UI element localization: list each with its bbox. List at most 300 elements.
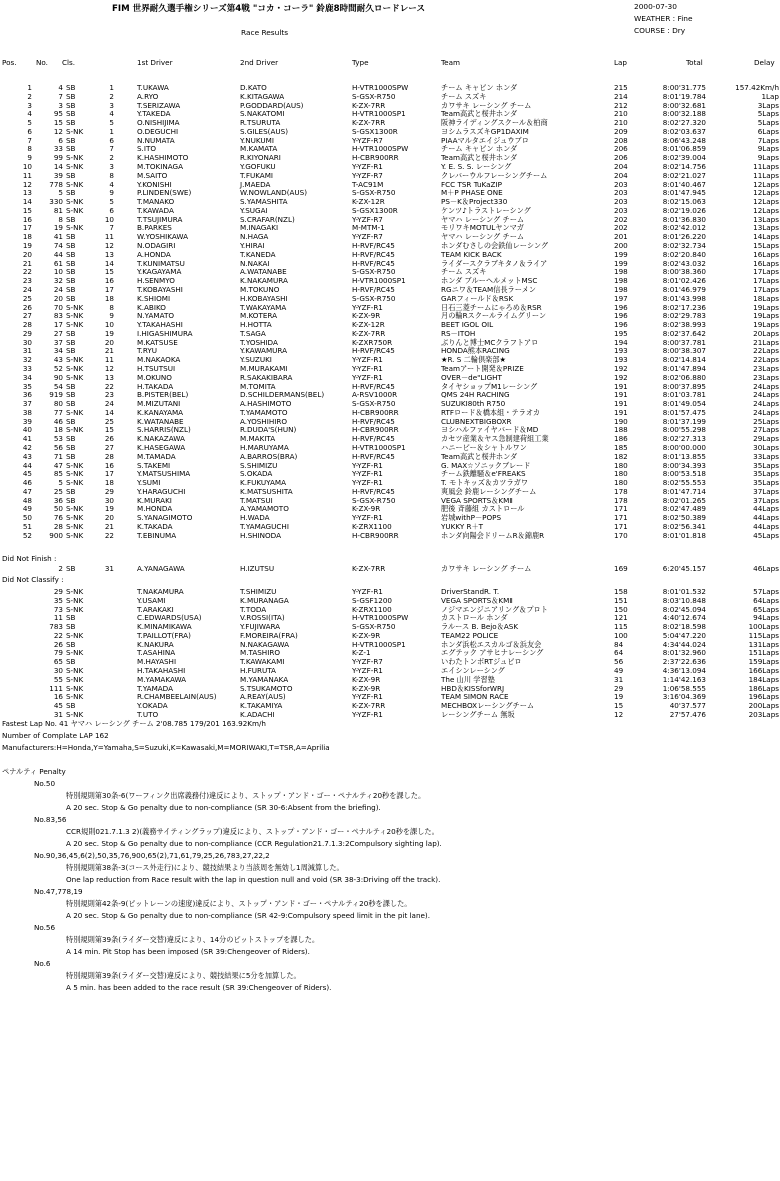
number-class-cell: 5 S-NK: [58, 478, 84, 488]
type-cell: H-RVF/RC45: [352, 486, 395, 496]
lap-cell: 151: [614, 595, 628, 605]
lap-cell: 203: [614, 179, 628, 189]
type-cell: Y-YZF-R7: [352, 135, 383, 145]
column-header: Delay: [754, 58, 775, 67]
pos-cell: 32: [22, 355, 32, 365]
lap-cell: 185: [614, 442, 628, 452]
type-cell: K-ZX-12R: [352, 197, 385, 207]
first-driver-cell: T.MANAKO: [137, 197, 175, 207]
second-driver-cell: S.CRAFAR(NZL): [240, 214, 295, 224]
delay-cell: 159Laps: [748, 657, 779, 667]
number-class-cell: 70 S-NK: [53, 302, 84, 312]
number-class-cell: 80 SB: [53, 399, 76, 409]
team-cell: TEAM22 POLICE: [441, 630, 499, 640]
total-cell: 8:02'32.734: [662, 241, 706, 251]
delay-cell: 157.42Km/h: [735, 83, 779, 92]
class-rank-cell: 10: [104, 214, 114, 224]
pos-cell: 29: [22, 328, 32, 338]
second-driver-cell: A.YOSHIHIRO: [240, 416, 287, 426]
lap-cell: 191: [614, 399, 628, 409]
class-rank-cell: 26: [104, 434, 114, 444]
lap-cell: 206: [614, 144, 628, 154]
total-cell: 8:01'02.426: [662, 276, 706, 286]
total-cell: 8:00'37.781: [662, 337, 706, 347]
type-cell: H-CBR900RR: [352, 153, 399, 163]
lap-cell: 178: [614, 495, 628, 505]
penalty-text-en: A 20 sec. Stop & Go penalty due to non-compliance (SR 30-6:Absent from the briefing).: [66, 803, 381, 812]
number-class-cell: 919 SB: [49, 390, 76, 400]
first-driver-cell: Y.TAKAHASHI: [137, 320, 183, 330]
lap-cell: 178: [614, 486, 628, 496]
second-driver-cell: R.DUDA'S(HUN): [240, 425, 297, 435]
second-driver-cell: K.MURANAGA: [240, 595, 289, 605]
type-cell: Y-YZF-R1: [352, 709, 383, 719]
lap-cell: 15: [614, 701, 624, 711]
total-cell: 8:02'45.094: [662, 604, 706, 614]
first-driver-cell: B.PARKES: [137, 223, 172, 233]
number-class-cell: 44 SB: [53, 249, 76, 259]
penalty-number: No.47,778,19: [34, 887, 83, 896]
column-header: No.: [36, 58, 48, 67]
delay-cell: 3Laps: [757, 100, 779, 110]
penalty-text-en: One lap reduction from Race result with the lap in question null and void (SR 38-3:Driving off the track).: [66, 875, 441, 884]
second-driver-cell: T.KANEDA: [240, 249, 276, 259]
team-cell: レーシングチーム 無坂: [441, 709, 515, 719]
type-cell: K-ZXR750R: [352, 337, 393, 347]
first-driver-cell: M.YAMAKAWA: [137, 674, 187, 684]
total-cell: 8:02'19.026: [662, 205, 706, 215]
second-driver-cell: A.REAY(AUS): [240, 692, 286, 702]
team-cell: CLUBNEXTBIGBOXR: [441, 416, 512, 426]
delay-cell: 22Laps: [753, 346, 779, 356]
first-driver-cell: T.KUNIMATSU: [137, 258, 185, 268]
type-cell: H-CBR900RR: [352, 425, 399, 435]
first-driver-cell: M.SAITO: [137, 170, 168, 180]
type-cell: Y-YZF-R1: [352, 460, 383, 470]
first-driver-cell: H.SENMYO: [137, 276, 175, 286]
type-cell: H-RVF/RC45: [352, 241, 395, 251]
type-cell: H-VTR1000SPW: [352, 144, 409, 154]
type-cell: Y-YZF-R7: [352, 170, 383, 180]
course-condition: COURSE : Dry: [634, 26, 686, 35]
total-cell: 8:01'49.054: [662, 399, 706, 409]
type-cell: K-ZX-9R: [352, 504, 381, 514]
number-class-cell: 36 SB: [53, 495, 76, 505]
number-class-cell: 52 S-NK: [53, 363, 84, 373]
delay-cell: 24Laps: [753, 381, 779, 391]
pos-cell: 31: [22, 346, 32, 356]
team-cell: ハニービー＆シャトルワン: [441, 442, 527, 452]
class-rank-cell: 20: [104, 513, 114, 523]
team-cell: ライダースクラブキタノ＆ライア: [441, 258, 548, 268]
class-rank-cell: 29: [104, 486, 114, 496]
total-cell: 2:37'22.636: [662, 657, 706, 667]
class-rank-cell: 3: [109, 162, 114, 172]
lap-cell: 12: [614, 709, 624, 719]
second-driver-cell: H.FURUTA: [240, 666, 276, 676]
class-rank-cell: 10: [104, 320, 114, 330]
lap-cell: 170: [614, 530, 628, 540]
number-class-cell: 95 SB: [53, 109, 76, 119]
second-driver-cell: P.GODDARD(AUS): [240, 100, 304, 110]
team-cell: 月の輪Rスクールライムグリーン: [441, 311, 547, 321]
delay-cell: 35Laps: [753, 460, 779, 470]
class-rank-cell: 21: [104, 522, 114, 531]
second-driver-cell: M.INAGAKI: [240, 223, 279, 233]
team-cell: ラルース B. Bejo＆ASK: [441, 622, 519, 632]
pos-cell: 37: [22, 399, 32, 409]
second-driver-cell: M.KOTERA: [240, 311, 278, 321]
pos-cell: 11: [22, 170, 32, 180]
pos-cell: 26: [22, 302, 32, 312]
first-driver-cell: S.YANAGIMOTO: [137, 513, 193, 523]
total-cell: 8:01'47.945: [662, 188, 706, 198]
first-driver-cell: M.OKUNO: [137, 372, 172, 382]
first-driver-cell: Y.OKADA: [137, 701, 168, 711]
second-driver-cell: S.TSUKAMOTO: [240, 683, 293, 693]
manufacturers-legend: Manufacturers:H=Honda,Y=Yamaha,S=Suzuki,K=Kawasaki,M=MORIWAKI,T=TSR,A=Aprilia: [2, 743, 330, 752]
first-driver-cell: T.TSUJIMURA: [137, 214, 183, 224]
team-cell: TEAM SIMON RACE: [441, 692, 509, 702]
delay-cell: 45Laps: [753, 530, 779, 540]
first-driver-cell: Y.TAKEDA: [137, 109, 171, 119]
team-cell: カワサキ レーシング チーム: [441, 100, 532, 110]
second-driver-cell: N.HAGA: [240, 232, 269, 242]
delay-cell: 184Laps: [748, 674, 779, 684]
type-cell: Y-YZF-R1: [352, 513, 383, 523]
number-class-cell: 25 SB: [53, 486, 76, 496]
type-cell: Y-YZF-R1: [352, 478, 383, 488]
total-cell: 8:02'27.320: [662, 118, 706, 128]
pos-cell: 48: [22, 495, 32, 505]
type-cell: H-VTR1000SPW: [352, 83, 409, 92]
delay-cell: 5Laps: [757, 118, 779, 128]
number-class-cell: 330 S-NK: [49, 197, 84, 207]
second-driver-cell: T.MATSUI: [240, 495, 273, 505]
table-row: [0, 565, 780, 574]
delay-cell: 12Laps: [753, 205, 779, 215]
number-class-cell: 41 SB: [53, 232, 76, 242]
column-headers: [0, 59, 780, 69]
second-driver-cell: T.WAKAYAMA: [240, 302, 287, 312]
first-driver-cell: K.NAKAZAWA: [137, 434, 185, 444]
total-cell: 8:01'26.220: [662, 232, 706, 242]
class-rank-cell: 11: [104, 355, 114, 365]
lap-cell: 150: [614, 604, 628, 614]
team-cell: BEET IGOL OIL: [441, 320, 494, 330]
total-cell: 8:02'47.489: [662, 504, 706, 514]
team-cell: 爽風会 鈴鹿レーシングチーム: [441, 486, 537, 496]
type-cell: H-RVF/RC45: [352, 434, 395, 444]
type-cell: S-GSX1300R: [352, 205, 398, 215]
type-cell: H-VTR1000SP1: [352, 276, 406, 286]
total-cell: 8:00'38.307: [662, 346, 706, 356]
team-cell: チーム スズキ: [441, 91, 487, 101]
first-driver-cell: K.WATANABE: [137, 416, 184, 426]
delay-cell: 196Laps: [748, 692, 779, 702]
second-driver-cell: T.YOSHIDA: [240, 337, 278, 347]
delay-cell: 23Laps: [753, 372, 779, 382]
number-class-cell: 31 S-NK: [53, 709, 84, 719]
number-class-cell: 56 SB: [53, 442, 76, 452]
number-class-cell: 61 SB: [53, 258, 76, 268]
class-rank-cell: 9: [109, 188, 114, 198]
number-class-cell: 4 SB: [58, 83, 76, 92]
total-cell: 5:04'47.220: [662, 630, 706, 640]
total-cell: 8:02'27.313: [662, 434, 706, 444]
class-rank-cell: 18: [104, 478, 114, 488]
lap-cell: 202: [614, 214, 628, 224]
pos-cell: 4: [27, 109, 32, 119]
number-class-cell: 900 S-NK: [49, 530, 84, 540]
second-driver-cell: H.SHINODA: [240, 530, 282, 540]
delay-cell: 25Laps: [753, 416, 779, 426]
penalty-text-en: A 14 min. Pit Stop has been imposed (SR 39:Chengeover of Riders).: [66, 947, 310, 956]
first-driver-cell: B.PISTER(BEL): [137, 390, 189, 400]
class-rank-cell: 6: [109, 135, 114, 145]
type-cell: H-RVF/RC45: [352, 249, 395, 259]
total-cell: 8:00'55.298: [662, 425, 706, 435]
pos-cell: 51: [22, 522, 32, 531]
number-class-cell: 83 S-NK: [53, 311, 84, 321]
total-cell: 8:01'37.199: [662, 416, 706, 426]
team-cell: いわたトンボRTジュビロ: [441, 657, 522, 667]
second-driver-cell: H.HOTTA: [240, 320, 272, 330]
pos-cell: 20: [22, 249, 32, 259]
number-class-cell: 77 S-NK: [53, 407, 84, 417]
team-cell: 日石三菱チームにゃろめ＆RSR: [441, 302, 542, 312]
pos-cell: 38: [22, 407, 32, 417]
team-cell: チーム キャビン ホンダ: [441, 83, 518, 92]
delay-cell: 14Laps: [753, 232, 779, 242]
team-cell: GARフィールド＆RSK: [441, 293, 514, 303]
pos-cell: 24: [22, 284, 32, 294]
class-rank-cell: 7: [109, 223, 114, 233]
team-cell: QMS 24H RACHING: [441, 390, 510, 400]
second-driver-cell: H.WADA: [240, 513, 270, 523]
lap-cell: 190: [614, 416, 628, 426]
delay-cell: 22Laps: [753, 355, 779, 365]
pos-cell: 44: [22, 460, 32, 470]
column-header: Lap: [614, 58, 627, 67]
pos-cell: 28: [22, 320, 32, 330]
first-driver-cell: M.HONDA: [137, 504, 173, 514]
class-rank-cell: 12: [104, 241, 114, 251]
total-cell: 1:06'58.555: [662, 683, 706, 693]
delay-cell: 5Laps: [757, 109, 779, 119]
number-class-cell: 35 S-NK: [53, 595, 84, 605]
delay-cell: 166Laps: [748, 666, 779, 676]
delay-cell: 44Laps: [753, 513, 779, 523]
team-cell: Teamアート開発＆PRIZE: [441, 363, 524, 373]
delay-cell: 15Laps: [753, 241, 779, 251]
first-driver-cell: K.HASHIMOTO: [137, 153, 189, 163]
second-driver-cell: H.IZUTSU: [240, 564, 275, 573]
delay-cell: 64Laps: [753, 595, 779, 605]
first-driver-cell: N.NUMATA: [137, 135, 175, 145]
total-cell: 4:34'44.024: [662, 639, 706, 649]
first-driver-cell: T.PAILLOT(FRA): [137, 630, 191, 640]
team-cell: TEAM KICK BACK: [441, 249, 502, 259]
class-rank-cell: 23: [104, 390, 114, 400]
weather: WEATHER : Fine: [634, 14, 693, 23]
second-driver-cell: A.HASHIMOTO: [240, 399, 292, 409]
number-class-cell: 54 SB: [53, 381, 76, 391]
lap-cell: 171: [614, 513, 628, 523]
type-cell: H-VTR1000SP1: [352, 442, 406, 452]
number-class-cell: 65 SB: [53, 657, 76, 667]
second-driver-cell: S.NAKATOMI: [240, 109, 285, 119]
team-cell: ヨシムラスズキGP1DAXIM: [441, 126, 529, 136]
class-rank-cell: 7: [109, 144, 114, 154]
first-driver-cell: S.TAKEMI: [137, 460, 171, 470]
number-class-cell: 17 S-NK: [53, 320, 84, 330]
team-cell: クレバーウルフレーシングチーム: [441, 170, 548, 180]
type-cell: K-ZX-7RR: [352, 100, 386, 110]
type-cell: K-ZX-9R: [352, 674, 381, 684]
first-driver-cell: N.YAMATO: [137, 311, 175, 321]
first-driver-cell: K.SHIOMI: [137, 293, 171, 303]
lap-cell: 200: [614, 241, 628, 251]
lap-cell: 29: [614, 683, 624, 693]
number-class-cell: 90 S-NK: [53, 372, 84, 382]
pos-cell: 13: [22, 188, 32, 198]
penalty-text-jp: 特別規則第39条(ライダー交替)違反により、競技結果に5分を加算した。: [66, 971, 301, 980]
first-driver-cell: A.HONDA: [137, 249, 171, 259]
pos-cell: 46: [22, 478, 32, 488]
delay-cell: 65Laps: [753, 604, 779, 614]
delay-cell: 37Laps: [753, 495, 779, 505]
lap-cell: 199: [614, 258, 628, 268]
team-cell: VEGA SPORTS＆KMⅡ: [441, 595, 513, 605]
type-cell: H-RVF/RC45: [352, 381, 395, 391]
type-cell: H-CBR900RR: [352, 407, 399, 417]
delay-cell: 12Laps: [753, 179, 779, 189]
number-class-cell: 778 S-NK: [49, 179, 84, 189]
type-cell: Y-YZF-R1: [352, 302, 383, 312]
lap-cell: 210: [614, 118, 628, 128]
number-class-cell: 26 SB: [53, 639, 76, 649]
class-rank-cell: 21: [104, 346, 114, 356]
lap-cell: 171: [614, 522, 628, 531]
lap-cell: 199: [614, 249, 628, 259]
total-cell: 4:36'13.094: [662, 666, 706, 676]
second-driver-cell: J.MAEDA: [240, 179, 271, 189]
second-driver-cell: A.WATANABE: [240, 267, 287, 277]
delay-cell: 24Laps: [753, 390, 779, 400]
lap-cell: 182: [614, 451, 628, 461]
total-cell: 8:01'36.830: [662, 214, 706, 224]
type-cell: Y-YZF-R1: [352, 162, 383, 172]
team-cell: Team高武と桜井ホンダ: [441, 153, 518, 163]
number-class-cell: 55 S-NK: [53, 674, 84, 684]
type-cell: H-VTR1000SPW: [352, 613, 409, 623]
first-driver-cell: A.RYO: [137, 91, 159, 101]
second-driver-cell: V.ROSSI(ITA): [240, 613, 285, 623]
penalty-text-en: A 20 sec. Stop & Go penalty due to non-compliance (SR 42-9:Compulsory speed limit in the pit lane).: [66, 911, 431, 920]
first-driver-cell: T.ARAKAKI: [137, 604, 174, 614]
lap-cell: 197: [614, 293, 628, 303]
class-rank-cell: 3: [109, 100, 114, 110]
team-cell: ★R. S 二輪倶楽部★: [441, 355, 506, 365]
team-cell: RGニワ＆TEAM信長ラーメン: [441, 284, 536, 294]
lap-cell: 204: [614, 162, 628, 172]
fastest-lap: Fastest Lap No. 41 ヤマハ レーシング チーム 2'08.785 179/201 163.92Km/h: [2, 719, 266, 728]
first-driver-cell: A.YANAGAWA: [137, 564, 185, 573]
pos-cell: 14: [22, 197, 32, 207]
total-cell: 8:01'57.475: [662, 407, 706, 417]
delay-cell: 21Laps: [753, 337, 779, 347]
type-cell: H-VTR1000SP1: [352, 109, 406, 119]
first-driver-cell: T.NAKAMURA: [137, 587, 184, 596]
delay-cell: 27Laps: [753, 425, 779, 435]
pos-cell: 18: [22, 232, 32, 242]
total-cell: 8:02'20.840: [662, 249, 706, 259]
delay-cell: 44Laps: [753, 522, 779, 531]
pos-cell: 36: [22, 390, 32, 400]
first-driver-cell: T.YAMADA: [137, 683, 174, 693]
first-driver-cell: C.EDWARDS(USA): [137, 613, 202, 623]
lap-cell: 191: [614, 407, 628, 417]
number-class-cell: 2 SB: [58, 564, 76, 573]
pos-cell: 40: [22, 425, 32, 435]
second-driver-cell: A.BARROS(BRA): [240, 451, 298, 461]
pos-cell: 52: [22, 530, 32, 540]
second-driver-cell: T.YAMAMOTO: [240, 407, 288, 417]
first-driver-cell: O.NISHIJIMA: [137, 118, 180, 128]
team-cell: ホンダ ブルーヘルメットMSC: [441, 276, 538, 286]
delay-cell: 7Laps: [757, 135, 779, 145]
class-rank-cell: 1: [109, 83, 114, 92]
pos-cell: 6: [27, 126, 32, 136]
penalty-number: No.56: [34, 923, 56, 932]
delay-cell: 19Laps: [753, 302, 779, 312]
first-driver-cell: M.KATSUSE: [137, 337, 178, 347]
team-cell: The 山川 学習塾: [441, 674, 495, 684]
first-driver-cell: M.MIZUTANI: [137, 399, 181, 409]
number-class-cell: 10 SB: [53, 267, 76, 277]
type-cell: S-GSX-R750: [352, 495, 396, 505]
number-class-cell: 34 SB: [53, 346, 76, 356]
number-class-cell: 16 S-NK: [53, 692, 84, 702]
number-class-cell: 30 S-NK: [53, 666, 84, 676]
lap-cell: 158: [614, 587, 628, 596]
second-driver-cell: Y.GOFUKU: [240, 162, 276, 172]
number-class-cell: 74 SB: [53, 241, 76, 251]
class-rank-cell: 5: [109, 197, 114, 207]
pos-cell: 8: [27, 144, 32, 154]
type-cell: A-RSV1000R: [352, 390, 398, 400]
number-class-cell: 29 S-NK: [53, 587, 84, 596]
class-rank-cell: 22: [104, 530, 114, 540]
second-driver-cell: T.YAMAGUCHI: [240, 522, 289, 531]
pos-cell: 42: [22, 442, 32, 452]
team-cell: ホンダ向陽会ドリームR＆錦鹿R: [441, 530, 545, 540]
delay-cell: 1Lap: [761, 91, 779, 101]
column-header: Type: [352, 58, 369, 67]
type-cell: S-GSX-R750: [352, 91, 396, 101]
type-cell: K-ZX-7RR: [352, 564, 386, 573]
first-driver-cell: T.UTO: [137, 709, 159, 719]
class-rank-cell: 9: [109, 311, 114, 321]
team-cell: PIAAマルタエイジュウブロ: [441, 135, 529, 145]
total-cell: 8:00'32.188: [662, 109, 706, 119]
team-cell: チーム スズキ: [441, 267, 487, 277]
delay-cell: 9Laps: [757, 144, 779, 154]
second-driver-cell: N.NAKAI: [240, 258, 270, 268]
first-driver-cell: T.RYU: [137, 346, 158, 356]
lap-cell: 201: [614, 232, 628, 242]
